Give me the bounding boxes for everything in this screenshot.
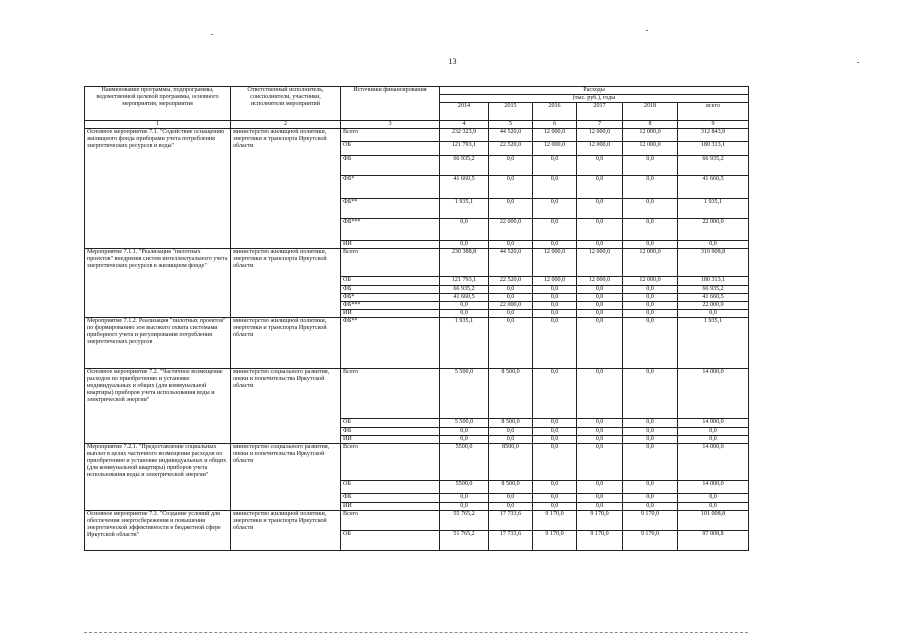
year-2017-header: 2017 [577, 103, 623, 121]
year-value-cell: 41 660,5 [440, 294, 489, 302]
scan-bottom-edge [84, 632, 748, 633]
funding-source-cell: ИИ [341, 310, 440, 318]
funding-source-cell: ФБ* [341, 176, 440, 199]
column-number: 3 [341, 121, 440, 129]
table-row [85, 129, 749, 142]
column-number: 7 [577, 121, 623, 129]
funding-source-cell: Всего [341, 511, 440, 531]
year-value-cell: 8500,0 [489, 444, 533, 481]
total-value-cell: 180 313,1 [678, 277, 749, 286]
activity-name-cell: Мероприятие 7.1.1. "Реализация "пилотных проектов" внедрения систем интеллектуального учета энергетических ресурсов в жилищном фонде" [85, 249, 231, 318]
activity-name-cell: Основное мероприятие 7.1. "Содействие оснащению жилищного фонда приборами учета потребления энергетических ресурсов и воды" [85, 129, 231, 249]
funding-source-cell: ОБ [341, 481, 440, 494]
funding-source-cell: Всего [341, 444, 440, 481]
year-value-cell: 0,0 [577, 294, 623, 302]
funding-source-cell: ФБ*** [341, 219, 440, 241]
year-value-cell: 12 000,0 [533, 249, 577, 277]
total-value-cell: 1 935,1 [678, 318, 749, 369]
year-value-cell: 0,0 [533, 419, 577, 428]
header-source-cell: Источники финансирования [341, 87, 440, 121]
year-value-cell: 0,0 [533, 494, 577, 503]
year-value-cell: 9 170,0 [623, 531, 678, 551]
column-number: 9 [678, 121, 749, 129]
funding-source-cell: ФБ [341, 156, 440, 176]
funding-source-cell: Всего [341, 129, 440, 142]
year-value-cell: 0,0 [577, 369, 623, 419]
funding-source-cell: ФБ* [341, 294, 440, 302]
table-row [85, 511, 749, 531]
year-value-cell: 0,0 [533, 156, 577, 176]
funding-source-cell: ОБ [341, 277, 440, 286]
year-value-cell: 12 000,0 [623, 129, 678, 142]
year-value-cell: 9 170,0 [533, 511, 577, 531]
year-value-cell: 0,0 [623, 436, 678, 444]
total-value-cell: 14 000,0 [678, 481, 749, 494]
year-value-cell: 51 765,2 [440, 531, 489, 551]
year-value-cell: 121 793,1 [440, 142, 489, 156]
year-value-cell: 0,0 [623, 318, 678, 369]
total-value-cell: 0,0 [678, 428, 749, 436]
year-value-cell: 17 733,6 [489, 511, 533, 531]
activity-name-cell: Основное мероприятие 7.2. "Частичное возмещение расходов по приобретению и установке индивидуальных и общих (для коммунальной квартиры) приборов учета использования воды и электрической энергии" [85, 369, 231, 444]
funding-source-cell: ОБ [341, 142, 440, 156]
total-value-cell: 14 000,0 [678, 369, 749, 419]
total-value-cell: 97 008,8 [678, 531, 749, 551]
funding-source-cell: Всего [341, 369, 440, 419]
column-number: 6 [533, 121, 577, 129]
year-value-cell: 0,0 [533, 219, 577, 241]
year-value-cell: 0,0 [623, 219, 678, 241]
funding-source-cell: ФБ [341, 494, 440, 503]
year-value-cell: 22 000,0 [489, 302, 533, 310]
year-value-cell: 0,0 [577, 436, 623, 444]
year-value-cell: 12 000,0 [623, 142, 678, 156]
year-value-cell: 17 733,6 [489, 531, 533, 551]
header-units-cell: (тыс. руб.), годы [440, 95, 749, 103]
page-number: 13 [448, 57, 457, 66]
year-value-cell: 0,0 [623, 286, 678, 294]
year-value-cell: 9 170,0 [623, 511, 678, 531]
total-value-cell: 66 935,2 [678, 286, 749, 294]
year-value-cell: 0,0 [489, 503, 533, 511]
year-value-cell: 12 000,0 [577, 129, 623, 142]
funding-source-cell: ФБ [341, 286, 440, 294]
year-value-cell: 0,0 [577, 503, 623, 511]
total-value-cell: 22 000,0 [678, 302, 749, 310]
total-value-cell: 66 935,2 [678, 156, 749, 176]
year-value-cell: 0,0 [489, 436, 533, 444]
year-value-cell: 0,0 [533, 286, 577, 294]
year-2014-header: 2014 [440, 103, 489, 121]
year-value-cell: 230 388,8 [440, 249, 489, 277]
year-value-cell: 8 500,0 [489, 369, 533, 419]
year-value-cell: 0,0 [489, 176, 533, 199]
year-value-cell: 0,0 [623, 494, 678, 503]
year-value-cell: 0,0 [623, 428, 678, 436]
header-executor-cell: Ответственный исполнитель, соисполнители, участники, исполнители мероприятий [231, 87, 341, 121]
total-value-cell: 101 008,8 [678, 511, 749, 531]
year-value-cell: 5 500,0 [440, 419, 489, 428]
year-value-cell: 0,0 [623, 294, 678, 302]
year-value-cell: 0,0 [623, 481, 678, 494]
total-value-cell: 41 660,5 [678, 176, 749, 199]
year-value-cell: 12 000,0 [533, 129, 577, 142]
total-value-cell: 41 660,5 [678, 294, 749, 302]
year-value-cell: 44 520,0 [489, 249, 533, 277]
year-value-cell: 0,0 [533, 428, 577, 436]
year-value-cell: 0,0 [623, 199, 678, 219]
year-2018-header: 2018 [623, 103, 678, 121]
year-value-cell: 66 935,2 [440, 156, 489, 176]
year-value-cell: 0,0 [623, 369, 678, 419]
year-value-cell: 5500,0 [440, 481, 489, 494]
column-number: 2 [231, 121, 341, 129]
year-value-cell: 0,0 [489, 310, 533, 318]
executor-cell: министерство жилищной политики, энергетики и транспорта Иркутской области [231, 129, 341, 249]
year-value-cell: 0,0 [577, 241, 623, 249]
year-value-cell: 0,0 [440, 302, 489, 310]
year-value-cell: 12 000,0 [533, 142, 577, 156]
year-value-cell: 44 520,0 [489, 129, 533, 142]
year-value-cell: 9 170,0 [533, 531, 577, 551]
total-value-cell: 0,0 [678, 436, 749, 444]
year-value-cell: 0,0 [440, 436, 489, 444]
total-value-cell: 0,0 [678, 310, 749, 318]
column-number: 1 [85, 121, 231, 129]
year-value-cell: 5500,0 [440, 444, 489, 481]
year-value-cell: 0,0 [440, 428, 489, 436]
scan-speck [211, 34, 213, 35]
year-value-cell: 232 323,9 [440, 129, 489, 142]
year-value-cell: 0,0 [533, 241, 577, 249]
funding-source-cell: ФБ*** [341, 302, 440, 310]
year-value-cell: 0,0 [440, 494, 489, 503]
header-row-top [85, 87, 749, 95]
year-value-cell: 0,0 [577, 199, 623, 219]
funding-source-cell: ФБ** [341, 318, 440, 369]
funding-source-cell: Всего [341, 249, 440, 277]
total-value-cell: 180 313,1 [678, 142, 749, 156]
funding-source-cell: ИИ [341, 241, 440, 249]
year-value-cell: 0,0 [623, 302, 678, 310]
year-value-cell: 9 170,0 [577, 531, 623, 551]
year-value-cell: 8 500,0 [489, 481, 533, 494]
year-value-cell: 0,0 [440, 219, 489, 241]
year-value-cell: 0,0 [533, 199, 577, 219]
expenses-table [84, 86, 749, 551]
year-value-cell: 12 000,0 [577, 277, 623, 286]
year-value-cell: 0,0 [533, 294, 577, 302]
column-number: 8 [623, 121, 678, 129]
year-value-cell: 9 170,0 [577, 511, 623, 531]
total-value-cell: 14 000,0 [678, 419, 749, 428]
year-value-cell: 0,0 [440, 241, 489, 249]
total-header: всего [678, 103, 749, 121]
year-2015-header: 2015 [489, 103, 533, 121]
year-value-cell: 0,0 [489, 241, 533, 249]
total-value-cell: 0,0 [678, 494, 749, 503]
year-value-cell: 0,0 [577, 310, 623, 318]
year-value-cell: 0,0 [489, 199, 533, 219]
year-value-cell: 0,0 [623, 156, 678, 176]
year-value-cell: 0,0 [577, 302, 623, 310]
year-value-cell: 0,0 [623, 503, 678, 511]
year-value-cell: 22 520,0 [489, 277, 533, 286]
table-row [85, 444, 749, 481]
total-value-cell: 312 843,9 [678, 129, 749, 142]
total-value-cell: 22 000,0 [678, 219, 749, 241]
year-value-cell: 12 000,0 [577, 142, 623, 156]
year-value-cell: 121 793,1 [440, 277, 489, 286]
year-value-cell: 12 000,0 [623, 277, 678, 286]
funding-source-cell: ИИ [341, 503, 440, 511]
table-row [85, 249, 749, 277]
year-value-cell: 0,0 [489, 318, 533, 369]
column-number: 4 [440, 121, 489, 129]
year-value-cell: 0,0 [533, 444, 577, 481]
year-value-cell: 0,0 [577, 419, 623, 428]
year-2016-header: 2016 [533, 103, 577, 121]
year-value-cell: 0,0 [489, 294, 533, 302]
funding-source-cell: ИИ [341, 436, 440, 444]
year-value-cell: 0,0 [623, 241, 678, 249]
funding-source-cell: ФБ** [341, 199, 440, 219]
year-value-cell: 0,0 [533, 302, 577, 310]
year-value-cell: 12 000,0 [577, 249, 623, 277]
scan-speck [857, 62, 859, 63]
header-name-cell: Наименование программы, подпрограммы, ведомственной целевой программы, основного мероприятия, мероприятия [85, 87, 231, 121]
year-value-cell: 0,0 [489, 156, 533, 176]
total-value-cell: 14 000,0 [678, 444, 749, 481]
executor-cell: министерство жилищной политики, энергетики и транспорта Иркутской области [231, 318, 341, 369]
year-value-cell: 0,0 [533, 176, 577, 199]
year-value-cell: 0,0 [577, 176, 623, 199]
year-value-cell: 0,0 [577, 494, 623, 503]
funding-source-cell: ОБ [341, 531, 440, 551]
year-value-cell: 22 520,0 [489, 142, 533, 156]
year-value-cell: 0,0 [623, 176, 678, 199]
year-value-cell: 0,0 [440, 503, 489, 511]
column-number: 5 [489, 121, 533, 129]
year-value-cell: 66 935,2 [440, 286, 489, 294]
total-value-cell: 1 935,1 [678, 199, 749, 219]
funding-source-cell: ОБ [341, 419, 440, 428]
year-value-cell: 0,0 [577, 219, 623, 241]
header-expenses-cell: Расходы [440, 87, 749, 95]
year-value-cell: 55 765,2 [440, 511, 489, 531]
year-value-cell: 0,0 [533, 369, 577, 419]
activity-name-cell: Мероприятие 7.2.1. "Предоставление социальных выплат в целях частичного возмещения расходов по приобретению и установке индивидуальных и общих (для коммунальной квартиры) приборов учета использования воды и электрической энергии" [85, 444, 231, 511]
year-value-cell: 22 000,0 [489, 219, 533, 241]
year-value-cell: 0,0 [440, 310, 489, 318]
year-value-cell: 0,0 [577, 444, 623, 481]
table-row [85, 318, 749, 369]
year-value-cell: 0,0 [533, 481, 577, 494]
year-value-cell: 12 000,0 [533, 277, 577, 286]
executor-cell: министерство социального развития, опеки и попечительства Иркутской области [231, 444, 341, 511]
year-value-cell: 0,0 [533, 503, 577, 511]
executor-cell: министерство жилищной политики, энергетики и транспорта Иркутской области [231, 511, 341, 551]
year-value-cell: 0,0 [489, 428, 533, 436]
year-value-cell: 0,0 [577, 156, 623, 176]
year-value-cell: 0,0 [577, 318, 623, 369]
column-number-row [85, 121, 749, 129]
executor-cell: министерство жилищной политики, энергетики и транспорта Иркутской области [231, 249, 341, 318]
year-value-cell: 0,0 [533, 310, 577, 318]
year-value-cell: 41 660,5 [440, 176, 489, 199]
year-value-cell: 1 935,1 [440, 318, 489, 369]
year-value-cell: 0,0 [623, 444, 678, 481]
year-value-cell: 5 500,0 [440, 369, 489, 419]
activity-name-cell: Мероприятие 7.1.2. Реализация "пилотных проектов" по формированию зон высокого охвата системами приборного учета и регулирования потребления энергетических ресурсов [85, 318, 231, 369]
total-value-cell: 310 908,8 [678, 249, 749, 277]
year-value-cell: 1 935,1 [440, 199, 489, 219]
year-value-cell: 0,0 [577, 428, 623, 436]
table-row [85, 369, 749, 419]
year-value-cell: 8 500,0 [489, 419, 533, 428]
activity-name-cell: Основное мероприятие 7.3. "Создание условий для обеспечения энергосбережения и повышения энергетической эффективности в бюджетной сфере Иркутской области" [85, 511, 231, 551]
year-value-cell: 0,0 [533, 318, 577, 369]
year-value-cell: 0,0 [577, 481, 623, 494]
executor-cell: министерство социального развития, опеки и попечительства Иркутской области [231, 369, 341, 444]
year-value-cell: 0,0 [489, 286, 533, 294]
year-value-cell: 0,0 [533, 436, 577, 444]
year-value-cell: 0,0 [577, 286, 623, 294]
year-value-cell: 12 000,0 [623, 249, 678, 277]
year-value-cell: 0,0 [623, 310, 678, 318]
year-value-cell: 0,0 [623, 419, 678, 428]
total-value-cell: 0,0 [678, 241, 749, 249]
total-value-cell: 0,0 [678, 503, 749, 511]
funding-source-cell: ФБ [341, 428, 440, 436]
year-value-cell: 0,0 [489, 494, 533, 503]
scan-speck [646, 30, 648, 31]
